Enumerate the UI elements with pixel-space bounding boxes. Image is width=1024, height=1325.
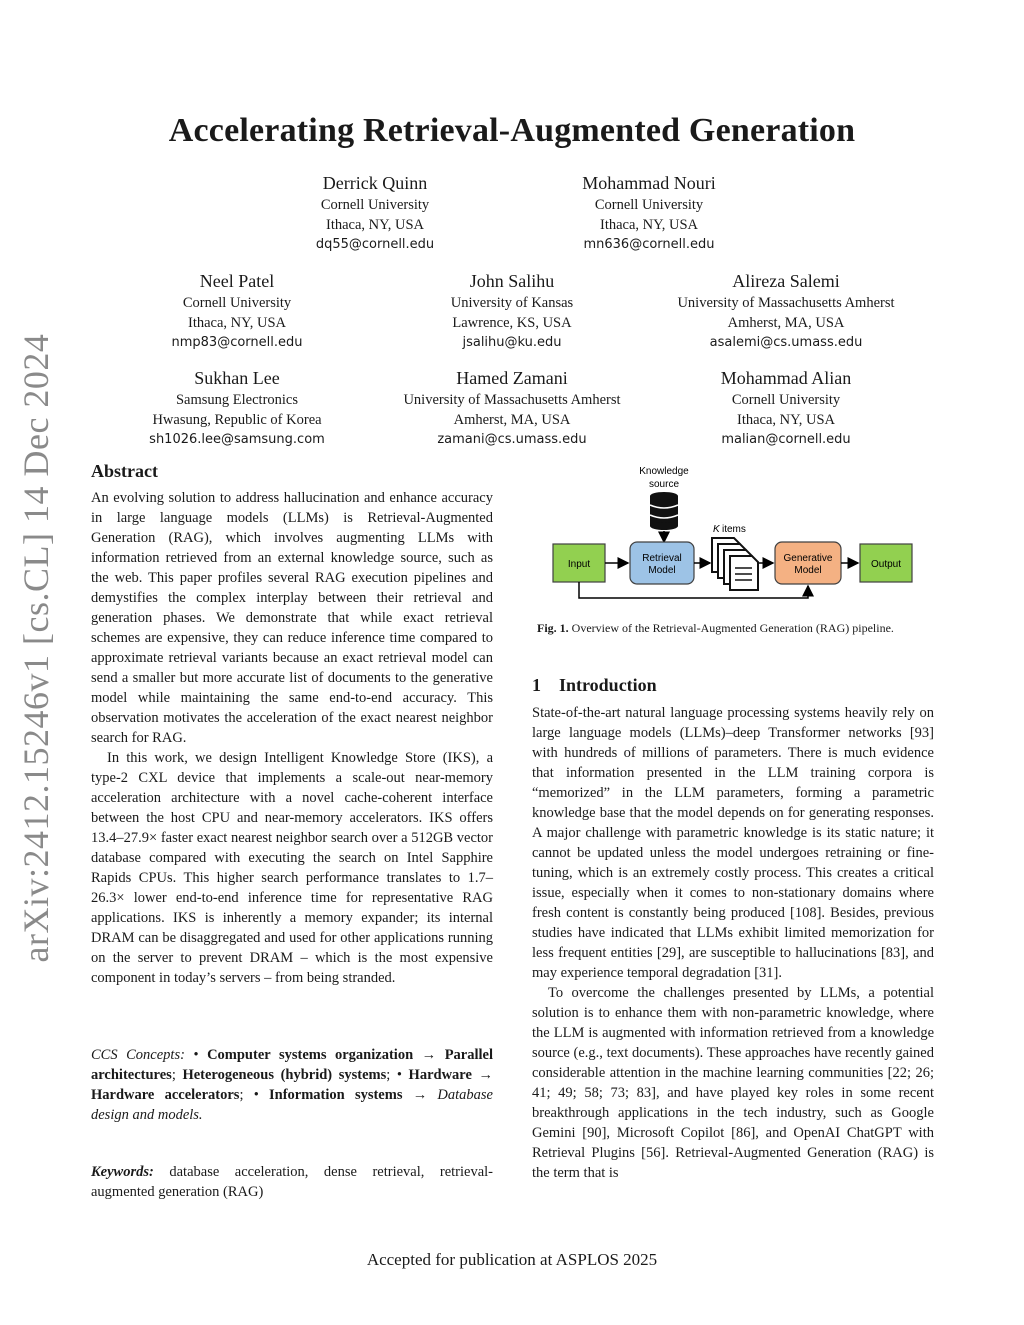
author-name: Mohammad Alian: [720, 368, 852, 388]
ccs-arrow: →: [478, 1067, 494, 1083]
author-block: [549, 171, 749, 255]
author-location: Hwasung, Republic of Korea: [152, 412, 322, 428]
author-block: [676, 366, 896, 450]
author-name: Sukhan Lee: [194, 368, 280, 388]
abstract-body: [91, 488, 493, 988]
input-label: Input: [567, 559, 591, 570]
ccs-term: Information systems: [269, 1087, 403, 1103]
author-name: Alireza Salemi: [732, 271, 840, 291]
intro-body: [532, 703, 934, 1183]
rag-pipeline-figure: [540, 460, 940, 610]
intro-heading: [532, 675, 657, 696]
ccs-term: Hardware: [408, 1067, 472, 1083]
section-title: Introduction: [559, 675, 657, 695]
knowledge-source-label: Knowledge: [639, 466, 689, 477]
k-items-label: items: [722, 524, 746, 535]
author-affiliation: University of Kansas: [450, 295, 574, 311]
author-block: [275, 171, 475, 255]
author-email[interactable]: mn636@cornell.edu: [583, 237, 715, 252]
ccs-term: Hardware accelerators: [91, 1087, 240, 1103]
abstract-paragraph: An evolving solution to address hallucination and enhance accuracy in large language models (LLMs) is Retrieval-Augmented Generation (RAG), which involves augmenting LLMs with information retrieved from an external knowledge source, such as the web. This paper profiles several RAG execution pipelines and demystifies the complex interplay between their retrieval and generation phases. We demonstrate that while exact retrieval schemes are expensive, they can reduce inference time compared to approximate retrieval variants because an exact retrieval model can send a smaller but more accurate list of documents to the generative model while maintaining the same end-to-end accuracy. This observation motivates the acceleration of the exact nearest neighbor search for RAG.: [91, 490, 493, 746]
author-location: Ithaca, NY, USA: [326, 217, 424, 233]
author-affiliation: Cornell University: [731, 392, 841, 408]
author-block: [646, 269, 926, 353]
retrieval-model-label: Retrieval: [642, 553, 682, 564]
author-location: Amherst, MA, USA: [727, 315, 845, 331]
ccs-label: CCS Concepts:: [91, 1047, 185, 1063]
author-email[interactable]: sh1026.lee@samsung.com: [149, 432, 325, 447]
database-icon: [650, 492, 678, 530]
author-name: Mohammad Nouri: [582, 173, 716, 193]
arxiv-stamp: arXiv:2412.15246v1 [cs.CL] 14 Dec 2024: [16, 333, 56, 963]
paper-title: Accelerating Retrieval-Augmented Generation: [168, 112, 856, 149]
author-affiliation: Cornell University: [594, 197, 704, 213]
author-affiliation: Samsung Electronics: [175, 392, 299, 408]
ccs-term: Database design and models.: [91, 1087, 493, 1123]
author-location: Ithaca, NY, USA: [600, 217, 698, 233]
generative-model-label: Generative: [783, 553, 833, 564]
generative-model-label: Model: [794, 565, 822, 576]
author-block: [402, 269, 622, 353]
author-email[interactable]: asalemi@cs.umass.edu: [709, 335, 863, 350]
ccs-term: Computer systems organization: [207, 1047, 414, 1063]
keywords: [91, 1162, 493, 1202]
ccs-concepts: CCS Concepts: • Computer systems organization → Parallel architectures; Heterogeneous (hybrid) systems; • Hardware → Hardware accelerators; • Information systems → Database design and models.: [91, 1047, 494, 1123]
keywords-text: database acceleration, dense retrieval, retrieval-augmented generation (RAG): [91, 1164, 494, 1200]
author-email[interactable]: jsalihu@ku.edu: [462, 335, 562, 350]
author-email[interactable]: dq55@cornell.edu: [315, 237, 435, 252]
author-affiliation: University of Massachusetts Amherst: [403, 392, 621, 408]
author-email[interactable]: malian@cornell.edu: [721, 432, 851, 447]
caption-text: Overview of the Retrieval-Augmented Generation (RAG) pipeline.: [571, 621, 894, 635]
author-location: Lawrence, KS, USA: [452, 315, 572, 331]
intro-paragraph: To overcome the challenges presented by LLMs, a potential solution is to enhance them with non-parametric knowledge, where the LLM is augmented with information retrieved from a knowledge source (e.g., text documents). These approaches have recently gained considerable attention in the machine learning communities [22; 26; 41; 49; 58; 73; 83], and have played key roles in some recent breakthrough applications in the tech industry, such as Google Gemini [90], Microsoft Copilot [86], and OpenAI ChatGPT with Retrieval Plugins [56]. Retrieval-Augmented Generation (RAG) is the term that is: [532, 985, 934, 1181]
author-block: [117, 366, 357, 450]
author-name: Hamed Zamani: [456, 368, 568, 388]
bypass-arrow: [579, 582, 808, 598]
author-location: Ithaca, NY, USA: [737, 412, 835, 428]
abstract-heading: Abstract: [91, 461, 158, 481]
knowledge-source-label: source: [648, 479, 680, 490]
abstract-paragraph: In this work, we design Intelligent Knowledge Store (IKS), a type-2 CXL device that implements a scale-out near-memory acceleration architecture with a novel cache-coherent interface between the host CPU and near-memory accelerators. IKS offers 13.4–27.9× faster exact nearest neighbor search over a 512GB vector database compared with executing the search on Intel Sapphire Rapids CPUs. This higher search performance translates to 1.7–26.3× lower end-to-end inference time for representative RAG applications. IKS is inherently a memory expander; its internal DRAM can be disaggregated and used for other applications running on the server to prevent DRAM – which is the most expensive component in today’s servers – from being stranded.: [91, 750, 493, 986]
author-email[interactable]: nmp83@cornell.edu: [171, 335, 303, 350]
ccs-term: Parallel architectures: [91, 1047, 494, 1083]
intro-paragraph: State-of-the-art natural language processing systems heavily rely on large language models (LLMs)–deep Transformer networks [93] with hundreds of millions of parameters. There is much evidence that information presented in the LLM training corpora is “memorized” in the LLM parameters, forming a parametric knowledge base that the model depends on for generating responses. A major challenge with parametric knowledge is its static nature; it cannot be updated unless the model undergoes retraining or fine-tuning, which is an extremely costly process. This creates a critical issue, especially when it comes to non-stationary domains where fresh content is constantly being produced [108]. Besides, previous studies have indicated that LLMs exhibit limited memorization for less frequent entities [29], are susceptible to hallucinations [83], and may experience temporal degradation [31].: [532, 705, 934, 981]
author-affiliation: Cornell University: [182, 295, 292, 311]
author-block: [372, 366, 652, 450]
ccs-bullet: •: [396, 1067, 402, 1083]
keywords-label: Keywords:: [91, 1164, 154, 1180]
section-number: 1: [532, 675, 541, 695]
author-name: Derrick Quinn: [322, 173, 428, 193]
author-name: Neel Patel: [199, 271, 275, 291]
ccs-bullet: •: [193, 1047, 199, 1063]
author-affiliation: University of Massachusetts Amherst: [677, 295, 895, 311]
k-label: K: [713, 524, 720, 535]
footer-note: Accepted for publication at ASPLOS 2025: [366, 1250, 658, 1269]
author-block: [127, 269, 347, 353]
ccs-arrow: →: [421, 1047, 437, 1063]
author-affiliation: Cornell University: [320, 197, 430, 213]
author-name: John Salihu: [469, 271, 555, 291]
author-location: Amherst, MA, USA: [453, 412, 571, 428]
author-email[interactable]: zamani@cs.umass.edu: [437, 432, 587, 447]
output-label: Output: [870, 559, 902, 570]
retrieval-model-label: Model: [648, 565, 676, 576]
ccs-arrow: →: [412, 1087, 428, 1103]
documents-icon: [712, 538, 758, 590]
ccs-bullet: •: [253, 1087, 259, 1103]
author-location: Ithaca, NY, USA: [188, 315, 286, 331]
caption-label: Fig. 1.: [537, 621, 569, 635]
ccs-term: Heterogeneous (hybrid) systems: [182, 1067, 387, 1083]
figure-caption: [537, 620, 947, 636]
